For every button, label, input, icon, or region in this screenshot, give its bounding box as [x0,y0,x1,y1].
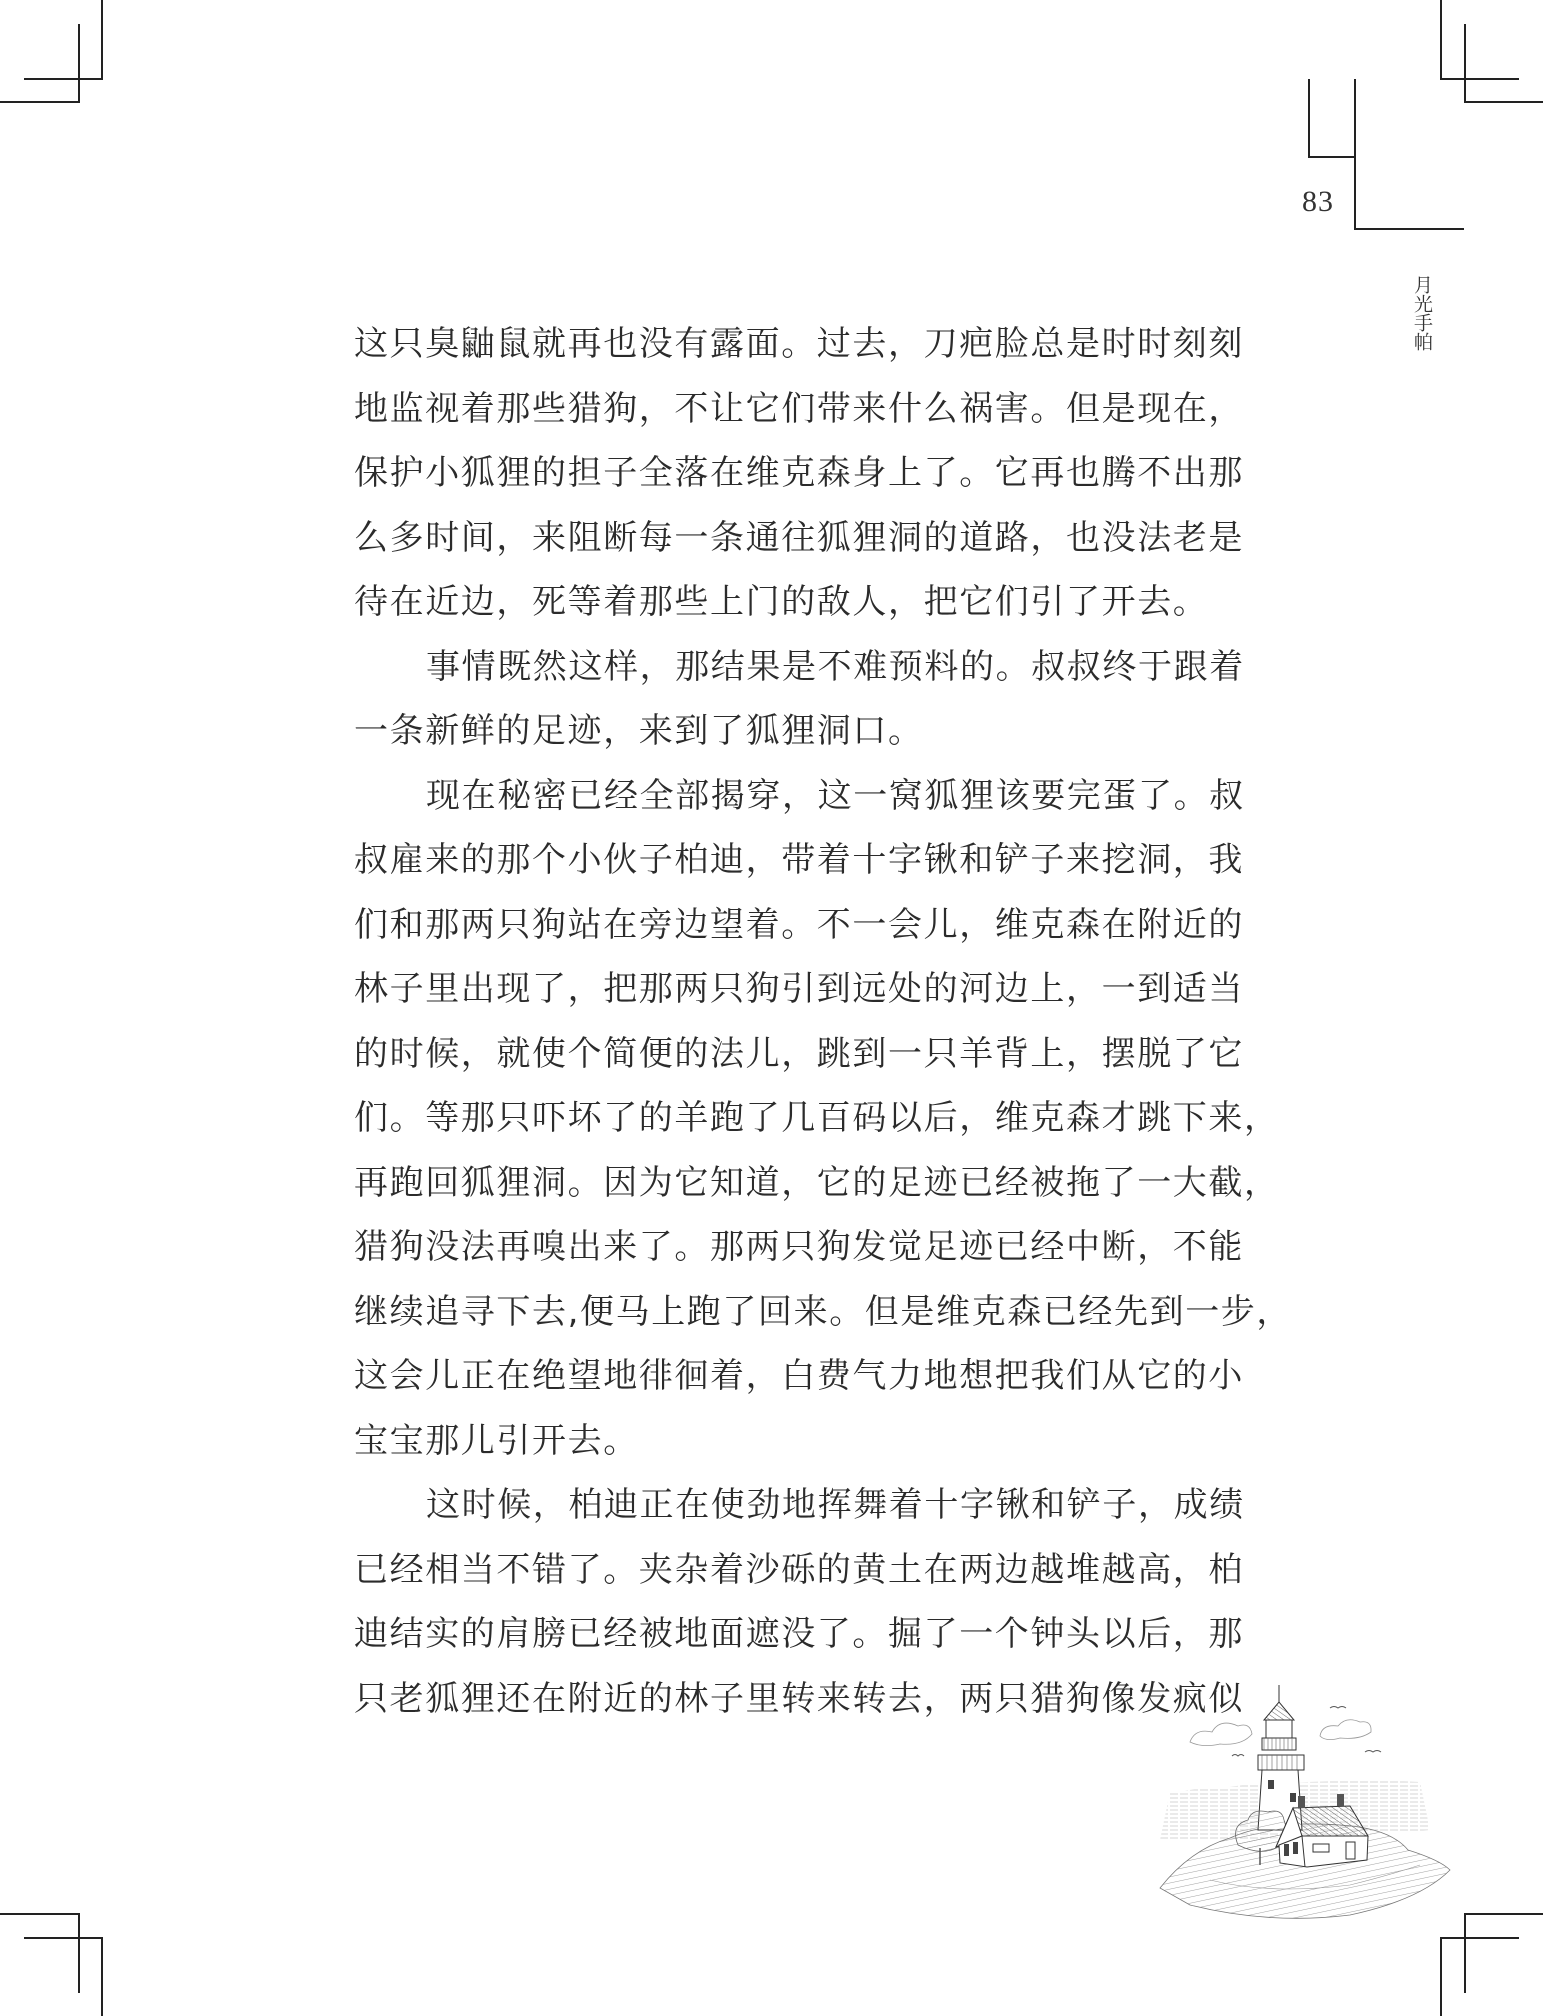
text-line: 待在近边，死等着那些上门的敌人，把它们引了开去。 [354,582,1209,622]
crop-mark-tl-h1 [24,78,103,80]
text-line: 们和那两只狗站在旁边望着。不一会儿，维克森在附近的 [354,904,1244,945]
crop-mark-tl-h2 [0,101,80,103]
text-line: 们。等那只吓坏了的羊跑了几百码以后，维克森才跳下来， [354,1098,1280,1138]
crop-mark-br-h1 [1464,1913,1543,1915]
text-line: 这会儿正在绝望地徘徊着，白费气力地想把我们从它的小 [354,1356,1244,1396]
crop-mark-tr-h2 [1464,101,1543,103]
text-line: 宝宝那儿引开去。 [354,1420,639,1461]
body-text [354,312,1293,1731]
paragraph-start-line: 这时候，柏迪正在使劲地挥舞着十字锹和铲子，成绩 [426,1485,1245,1525]
crop-mark-bl-h2 [24,1937,103,1939]
crop-mark-br-v2 [1440,1937,1442,2016]
page-number: 83 [1302,185,1334,218]
crop-mark-tr-h1 [1440,78,1519,80]
text-line: 保护小狐狸的担子全落在维克森身上了。它再也腾不出那 [354,453,1244,493]
paragraph-start-line: 现在秘密已经全部揭穿，这一窝狐狸该要完蛋了。叔 [426,775,1245,816]
crop-mark-tl-v2 [78,24,80,103]
text-line: 只老狐狸还在附近的林子里转来转去，两只猎狗像发疯似 [354,1678,1244,1719]
text-line: 已经相当不错了。夹杂着沙砾的黄土在两边越堆越高，柏 [354,1549,1244,1590]
running-title: 月光手帕 [1411,275,1433,351]
text-line: 猎狗没法再嗅出来了。那两只狗发觉足迹已经中断，不能 [354,1227,1244,1267]
text-line: 再跑回狐狸洞。因为它知道，它的足迹已经被拖了一大截， [354,1162,1280,1203]
crop-mark-bl-h1 [0,1913,80,1915]
text-line: 地监视着那些猎狗，不让它们带来什么祸害。但是现在， [354,388,1244,429]
crop-mark-tr-v1 [1440,0,1442,79]
text-line: 这只臭鼬鼠就再也没有露面。过去，刀疤脸总是时时刻刻 [354,324,1244,364]
text-line: 林子里出现了，把那两只狗引到远处的河边上，一到适当 [354,969,1244,1009]
crop-mark-tl-v1 [101,0,103,79]
crop-mark-tr-v2 [1464,24,1466,103]
crop-mark-bl-v2 [101,1937,103,2016]
header-rule-v-left [1308,79,1310,158]
lighthouse-illustration [1150,1660,1470,1940]
header-rule-h-short [1308,156,1355,158]
text-line: 么多时间，来阻断每一条通往狐狸洞的道路，也没法老是 [354,517,1244,558]
text-line: 迪结实的肩膀已经被地面遮没了。掘了一个钟头以后，那 [354,1614,1244,1654]
text-line: 的时候，就使个简便的法儿，跳到一只羊背上，摆脱了它 [354,1033,1244,1074]
paragraph-start-line: 事情既然这样，那结果是不难预料的。叔叔终于跟着 [426,646,1245,687]
text-line: 一条新鲜的足迹，来到了狐狸洞口。 [354,711,924,751]
text-line: 叔雇来的那个小伙子柏迪，带着十字锹和铲子来挖洞，我 [354,840,1244,880]
text-line: 继续追寻下去,便马上跑了回来。但是维克森已经先到一步， [354,1291,1293,1332]
crop-mark-bl-v1 [78,1913,80,1993]
header-rule-v-right [1354,79,1356,230]
header-rule-h-long [1354,228,1464,230]
